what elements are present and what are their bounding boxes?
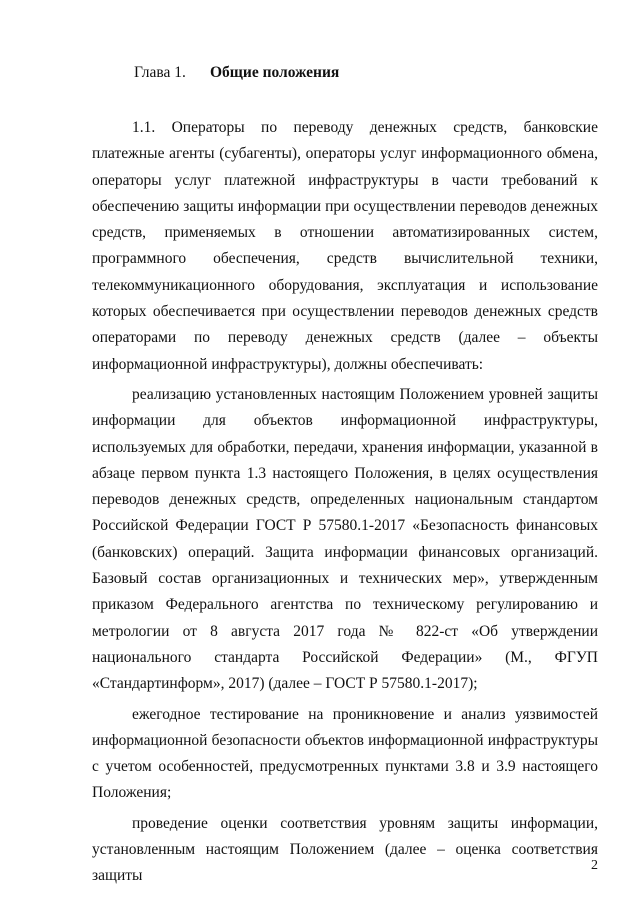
body-text	[92, 115, 598, 894]
paragraph-protection-levels: реализацию установленных настоящим Положением уровней защиты информации для объектов информационной инфраструктуры, используемых для обработки, передачи, хранения информации, указанной в абзаце первом пункта 1.3 настоящего Положения, в целях осуществления переводов денежных средств, определенных национальным стандартом Российской Федерации ГОСТ Р 57580.1-2017 «Безопасность финансовых (банковских) операций. Защита информации финансовых организаций. Базовый состав организационных и технических мер», утвержденным приказом Федерального агентства по техническому регулированию и метрологии от 8 августа 2017 года № 822-ст «Об утверждении национального стандарта Российской Федерации» (М., ФГУП «Стандартинформ», 2017) (далее – ГОСТ Р 57580.1-2017);	[92, 385, 598, 693]
chapter-title: Общие положения	[210, 64, 340, 81]
page-number: 2	[591, 858, 598, 873]
paragraph-penetration-testing: ежегодное тестирование на проникновение и анализ уязвимостей информационной безопасности объектов информационной инфраструктуры с учетом особенностей, предусмотренных пунктами 3.8 и 3.9 настоящего Положения;	[92, 705, 598, 802]
paragraph-1-1: 1.1. Операторы по переводу денежных средств, банковские платежные агенты (субагенты), операторы услуг информационного обмена, операторы услуг платежной инфраструктуры в части требований к обеспечению защиты информации при осуществлении переводов денежных средств, применяемых в отношении автоматизированных систем, программного обеспечения, средств вычислительной техники, телекоммуникационного оборудования, эксплуатация и использование которых обеспечивается при осуществлении переводов денежных средств операторами по переводу денежных средств (далее – объекты информационной инфраструктуры), должны обеспечивать:	[92, 119, 598, 373]
chapter-heading	[134, 63, 339, 83]
paragraph-compliance-assessment: проведение оценки соответствия уровням защиты информации, установленным настоящим Положением (далее – оценка соответствия защиты	[92, 814, 598, 885]
chapter-number: Глава 1.	[134, 64, 186, 81]
